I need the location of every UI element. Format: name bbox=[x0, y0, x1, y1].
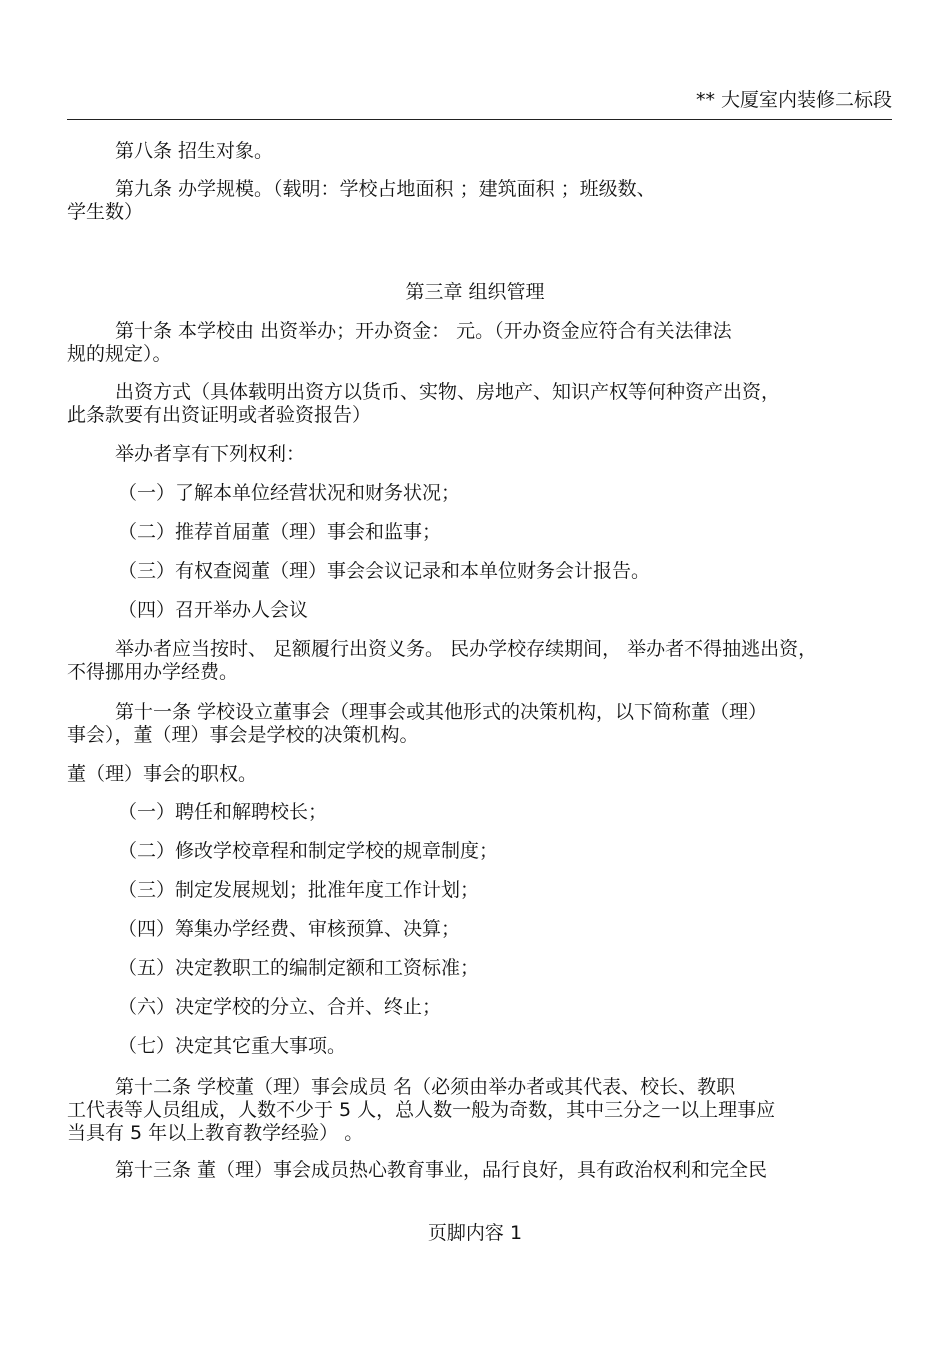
power-item: （七）决定其它重大事项。 bbox=[118, 1035, 347, 1057]
rights-intro: 举办者享有下列权利： bbox=[115, 443, 306, 465]
article-11-line2: 事会），董（理）事会是学校的决策机构。 bbox=[67, 724, 419, 746]
power-item: （六）决定学校的分立、合并、终止； bbox=[118, 996, 442, 1018]
article-12-line1: 第十二条 学校董（理）事会成员 名（必须由举办者或其代表、校长、教职 bbox=[115, 1076, 736, 1098]
page-footer: 页脚内容 1 bbox=[427, 1222, 523, 1244]
power-item: （二）修改学校章程和制定学校的规章制度； bbox=[118, 840, 499, 862]
funding-line2: 此条款要有出资证明或者验资报告） bbox=[67, 404, 372, 426]
article-10-line1: 第十条 本学校由 出资举办；开办资金： 元。（开办资金应符合有关法律法 bbox=[115, 320, 732, 342]
chapter-heading: 第三章 组织管理 bbox=[405, 281, 545, 303]
power-item: （三）制定发展规划；批准年度工作计划； bbox=[118, 879, 480, 901]
article-9-line2: 学生数） bbox=[67, 201, 144, 223]
header-title: ** 大厦室内装修二标段 bbox=[695, 89, 892, 111]
article-12-line3: 当具有 5 年以上教育教学经验） 。 bbox=[67, 1122, 364, 1144]
article-12-line2: 工代表等人员组成，人数不少于 5 人，总人数一般为奇数，其中三分之一以上理事应 bbox=[67, 1099, 776, 1121]
duty-line1: 举办者应当按时、 足额履行出资义务。 民办学校存续期间， 举办者不得抽逃出资， bbox=[115, 638, 818, 660]
article-8: 第八条 招生对象。 bbox=[115, 140, 274, 162]
power-item: （四）筹集办学经费、审核预算、决算； bbox=[118, 918, 461, 940]
article-13-line1: 第十三条 董（理）事会成员热心教育事业，品行良好，具有政治权利和完全民 bbox=[115, 1159, 768, 1181]
board-powers-heading: 董（理）事会的职权。 bbox=[67, 763, 258, 785]
page-header bbox=[67, 89, 892, 120]
power-item: （一）聘任和解聘校长； bbox=[118, 801, 328, 823]
funding-line1: 出资方式（具体载明出资方以货币、实物、房地产、知识产权等何种资产出资， bbox=[115, 381, 781, 403]
right-item: （四）召开举办人会议 bbox=[118, 599, 309, 621]
article-11-line1: 第十一条 学校设立董事会（理事会或其他形式的决策机构，以下简称董（理） bbox=[115, 701, 768, 723]
article-9-line1: 第九条 办学规模。（载明：学校占地面积 ；建筑面积 ；班级数、 bbox=[115, 178, 656, 200]
duty-line2: 不得挪用办学经费。 bbox=[67, 661, 239, 683]
right-item: （三）有权查阅董（理）事会会议记录和本单位财务会计报告。 bbox=[118, 560, 651, 582]
power-item: （五）决定教职工的编制定额和工资标准； bbox=[118, 957, 480, 979]
right-item: （二）推荐首届董（理）事会和监事； bbox=[118, 521, 442, 543]
right-item: （一）了解本单位经营状况和财务状况； bbox=[118, 482, 461, 504]
article-10-line2: 规的规定）。 bbox=[67, 343, 172, 365]
